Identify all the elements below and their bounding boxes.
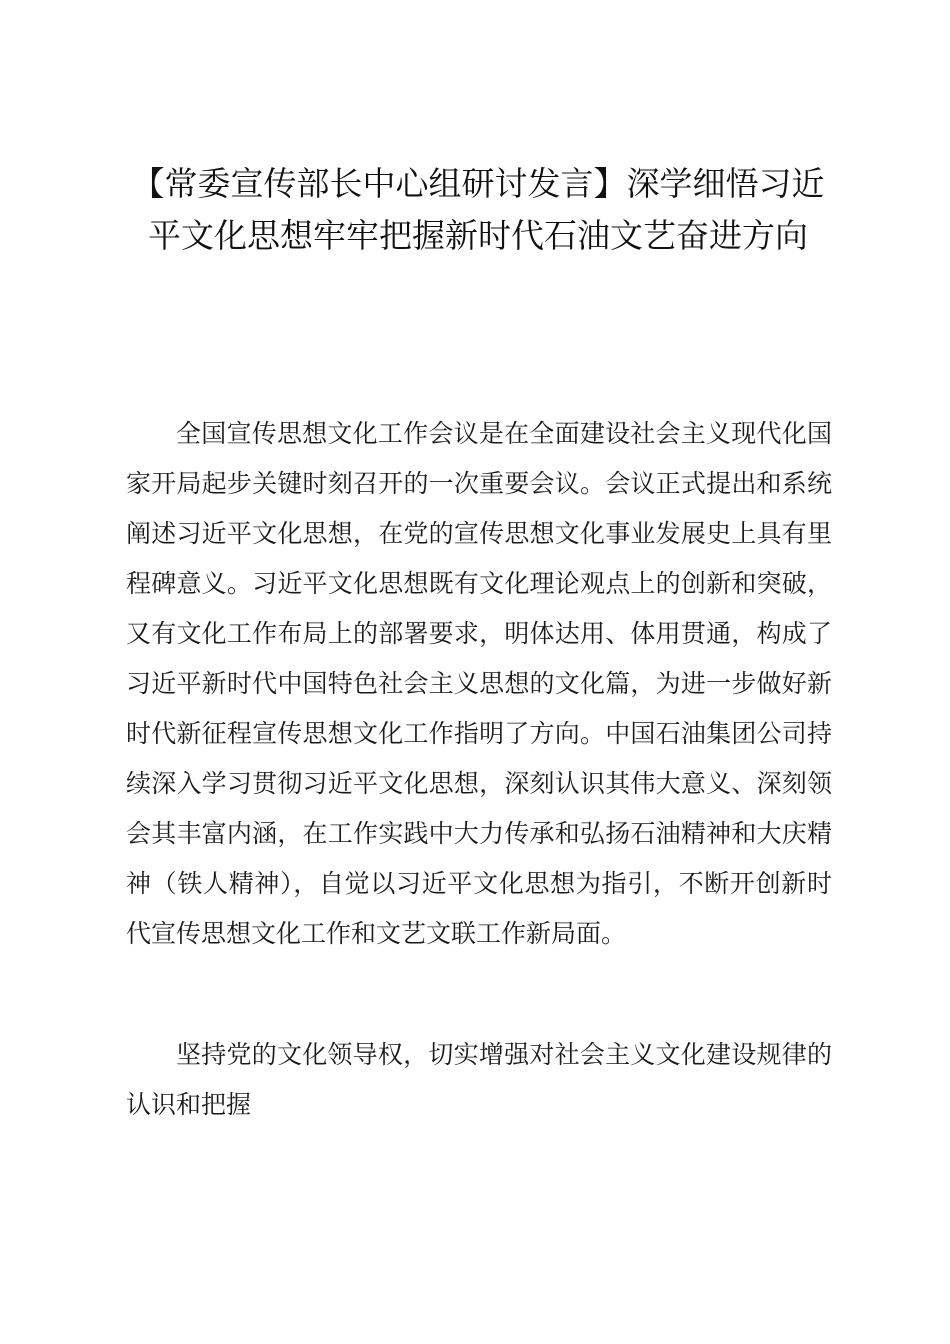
section-heading-paragraph: 坚持党的文化领导权，切实增强对社会主义文化建设规律的认识和把握 (126, 1040, 832, 1119)
document-title: 【常委宣传部长中心组研讨发言】深学细悟习近平文化思想牢牢把握新时代石油文艺奋进方向 (131, 164, 825, 255)
body-paragraph-1: 全国宣传思想文化工作会议是在全面建设社会主义现代化国家开局起步关键时刻召开的一次重要会议。会议正式提出和系统阐述习近平文化思想，在党的宣传思想文化事业发展史上具有里程碑意义。习近平文化思想既有文化理论观点上的创新和突破，又有文化工作布局上的部署要求，明体达用、体用贯通，构成了习近平新时代中国特色社会主义思想的文化篇，为进一步做好新时代新征程宣传思想文化工作指明了方向。中国石油集团公司持续深入学习贯彻习近平文化思想，深刻认识其伟大意义、深刻领会其丰富内涵，在工作实践中大力传承和弘扬石油精神和大庆精神（铁人精神），自觉以习近平文化思想为指引，不断开创新时代宣传思想文化工作和文艺文联工作新局面。 (126, 419, 832, 948)
